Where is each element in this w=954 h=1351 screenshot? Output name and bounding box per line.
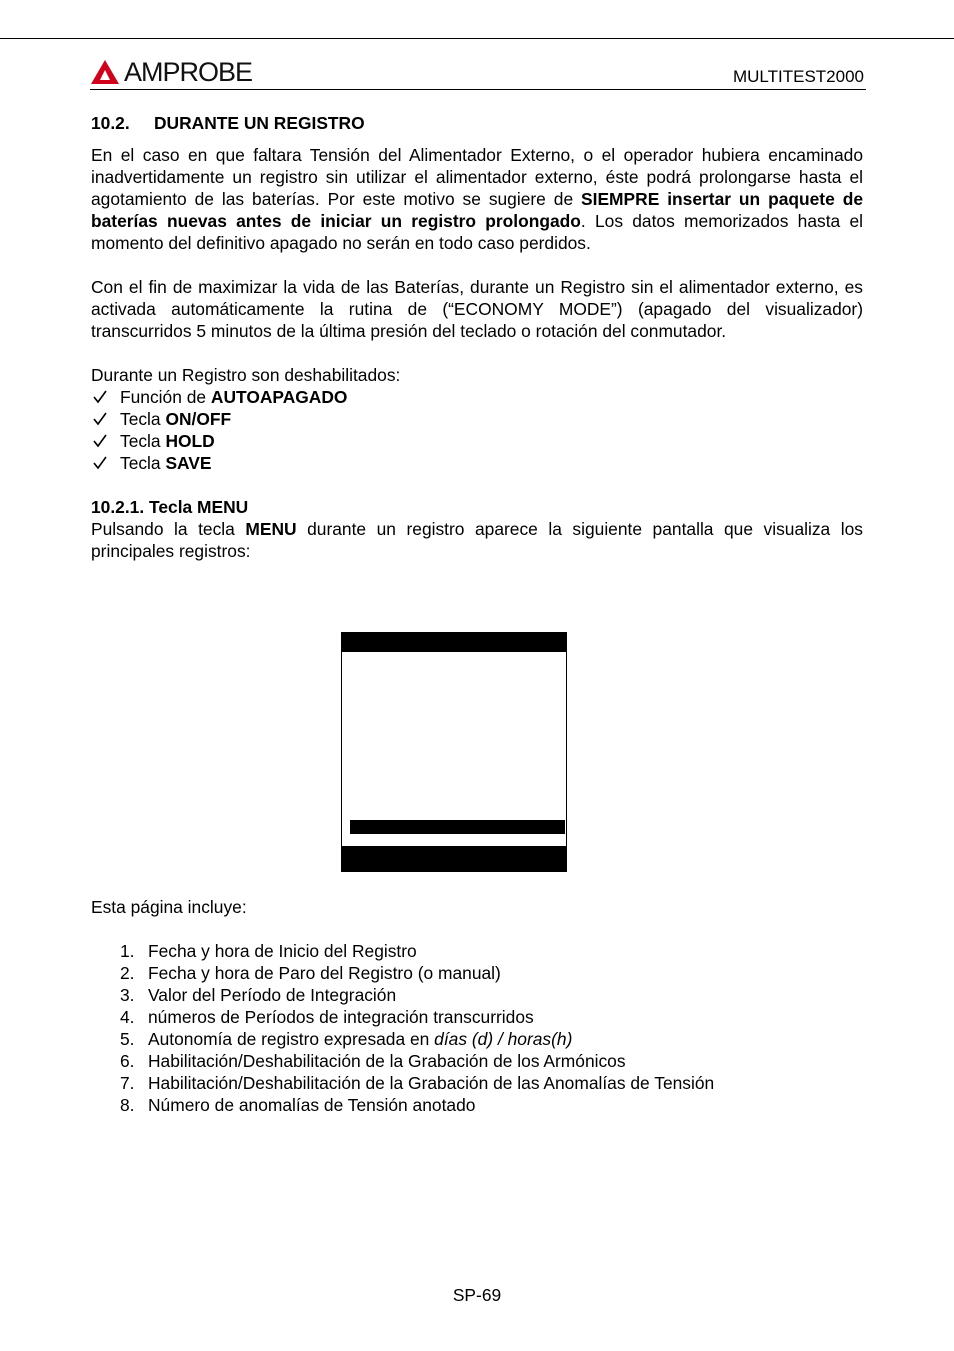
list-item <box>91 408 863 430</box>
checkmark-icon <box>92 452 108 474</box>
item-number: 1. <box>120 941 135 961</box>
screen-selection-bar <box>350 820 565 834</box>
top-rule <box>0 38 954 39</box>
item-text: Número de anomalías de Tensión anotado <box>148 1095 476 1115</box>
item-text: Habilitación/Deshabilitación de la Grabación de los Armónicos <box>148 1051 626 1071</box>
disabled-list <box>91 386 863 474</box>
includes-intro: Esta página incluye: <box>91 897 247 917</box>
list-item <box>91 1094 863 1116</box>
list-item <box>91 452 863 474</box>
item-bold: HOLD <box>165 431 215 451</box>
screen-bottom-bar <box>342 846 566 871</box>
paragraph-text: . Los datos memorizados hasta el momento del definitivo apagado no serán en todo caso perdidos. <box>91 211 863 253</box>
list-item <box>91 1050 863 1072</box>
checkmark-icon <box>92 408 108 430</box>
list-item <box>91 1006 863 1028</box>
list-item <box>91 962 863 984</box>
list-item <box>91 1028 863 1050</box>
paragraph-battery <box>91 144 863 254</box>
item-bold: ON/OFF <box>165 409 232 429</box>
item-text: Tecla <box>120 431 166 451</box>
item-text: números de Períodos de integración transcurridos <box>148 1007 534 1027</box>
item-number: 5. <box>120 1029 135 1049</box>
list-item <box>91 430 863 452</box>
paragraph-text: durante un registro aparece la siguiente pantalla que visualiza los principales registros: <box>91 519 863 561</box>
section-heading <box>91 112 863 134</box>
checkmark-icon <box>92 430 108 452</box>
item-number: 3. <box>120 985 135 1005</box>
item-bold: AUTOAPAGADO <box>210 387 348 407</box>
paragraph-economy-mode: Con el fin de maximizar la vida de las Baterías, durante un Registro sin el alimentador externo, es activada automáticamente la rutina de (“ECONOMY MODE”) (apagado del visualizador) transcurridos 5 minutos de la última presión del teclado o rotación del conmutador. <box>91 277 863 341</box>
warning-triangle-icon <box>90 59 120 85</box>
paragraph-text: Pulsando la tecla <box>91 519 246 539</box>
item-text: Tecla <box>120 409 166 429</box>
model-name: MULTITEST2000 <box>732 67 864 86</box>
section-number: 10.2. <box>91 113 130 133</box>
section-title: DURANTE UN REGISTRO <box>154 113 365 133</box>
paragraph-bold: MENU <box>245 519 297 539</box>
page-header <box>90 55 866 90</box>
paragraph-menu <box>91 518 863 562</box>
item-text: Tecla <box>120 453 166 473</box>
screen-title-bar <box>342 633 566 652</box>
item-text: Habilitación/Deshabilitación de la Grabación de las Anomalías de Tensión <box>148 1073 715 1093</box>
checkmark-icon <box>92 386 108 408</box>
item-text: Fecha y hora de Inicio del Registro <box>148 941 417 961</box>
item-text: Autonomía de registro expresada en <box>148 1029 435 1049</box>
list-item <box>91 1072 863 1094</box>
main-content <box>91 112 863 562</box>
page-includes-section <box>91 896 863 1116</box>
page-number: SP-69 <box>452 1285 502 1305</box>
item-number: 6. <box>120 1051 135 1071</box>
item-italic: días (d) / horas(h) <box>434 1029 573 1049</box>
item-text: Función de <box>120 387 211 407</box>
instrument-screen <box>341 632 567 872</box>
subsection-title: 10.2.1. Tecla MENU <box>91 497 249 517</box>
disabled-intro: Durante un Registro son deshabilitados: <box>91 365 401 385</box>
item-number: 8. <box>120 1095 135 1115</box>
item-text: Valor del Período de Integración <box>148 985 397 1005</box>
list-item <box>91 386 863 408</box>
item-number: 7. <box>120 1073 135 1093</box>
brand-name: AMPROBE <box>124 57 253 87</box>
item-text: Fecha y hora de Paro del Registro (o manual) <box>148 963 501 983</box>
item-number: 4. <box>120 1007 135 1027</box>
brand-logo <box>90 57 252 87</box>
includes-list <box>91 940 863 1116</box>
item-number: 2. <box>120 963 135 983</box>
list-item <box>91 940 863 962</box>
item-bold: SAVE <box>165 453 212 473</box>
paragraph-text: En el caso en que faltara Tensión del Alimentador Externo, o el operador hubiera encaminado inadvertidamente un registro sin utilizar el alimentador externo, éste podrá prolongarse hasta el agotamiento de las baterías. Por este motivo se sugiere de <box>91 145 863 209</box>
list-item <box>91 984 863 1006</box>
paragraph-bold: SIEMPRE insertar un paquete de baterías nuevas antes de iniciar un registro prolongado <box>91 189 863 231</box>
